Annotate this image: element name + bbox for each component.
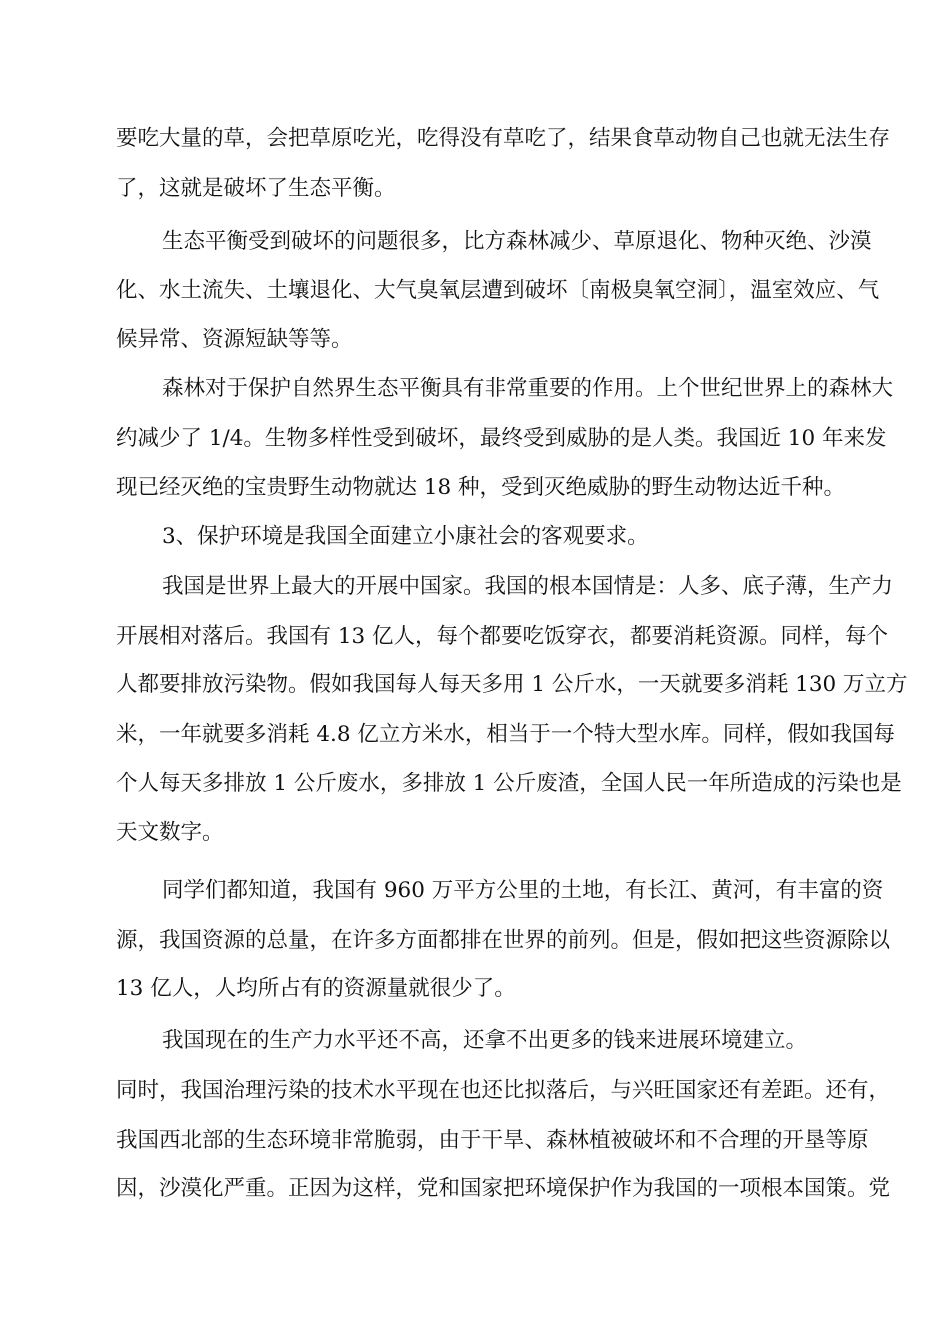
text-line: 源，我国资源的总量，在许多方面都排在世界的前列。但是，假如把这些资源除以: [116, 928, 891, 953]
text-line: 人都要排放污染物。假如我国每人每天多用 1 公斤水，一天就要多消耗 130 万立方: [116, 672, 908, 697]
text-line: 13 亿人，人均所占有的资源量就很少了。: [116, 976, 516, 1001]
text-line: 森林对于保护自然界生态平衡具有非常重要的作用。上个世纪世界上的森林大: [162, 376, 894, 401]
text-line: 了，这就是破坏了生态平衡。: [116, 176, 396, 201]
text-line: 约减少了 1/4。生物多样性受到破坏，最终受到威胁的是人类。我国近 10 年来发: [116, 426, 887, 451]
text-line: 同学们都知道，我国有 960 万平方公里的土地，有长江、黄河，有丰富的资: [162, 878, 884, 903]
text-line: 天文数字。: [116, 820, 224, 845]
text-line: 生态平衡受到破坏的问题很多，比方森林减少、草原退化、物种灭绝、沙漠: [162, 229, 872, 254]
text-line: 因，沙漠化严重。正因为这样，党和国家把环境保护作为我国的一项根本国策。党: [116, 1176, 891, 1201]
text-line: 现已经灭绝的宝贵野生动物就达 18 种，受到灭绝威胁的野生动物达近千种。: [116, 475, 846, 500]
text-line: 我国西北部的生态环境非常脆弱，由于干旱、森林植被破坏和不合理的开垦等原: [116, 1128, 869, 1153]
text-line: 个人每天多排放 1 公斤废水，多排放 1 公斤废渣，全国人民一年所造成的污染也是: [116, 771, 902, 796]
text-line: 同时，我国治理污染的技术水平现在也还比拟落后，与兴旺国家还有差距。还有，: [116, 1078, 891, 1103]
text-line: 化、水土流失、土壤退化、大气臭氧层遭到破坏〔南极臭氧空洞〕，温室效应、气: [116, 278, 880, 303]
text-line: 开展相对落后。我国有 13 亿人，每个都要吃饭穿衣，都要消耗资源。同样，每个: [116, 624, 889, 649]
text-line: 我国是世界上最大的开展中国家。我国的根本国情是：人多、底子薄，生产力: [162, 574, 894, 599]
text-line: 要吃大量的草，会把草原吃光，吃得没有草吃了，结果食草动物自己也就无法生存: [116, 126, 891, 151]
section-heading: 3、保护环境是我国全面建立小康社会的客观要求。: [162, 524, 649, 549]
text-line: 候异常、资源短缺等等。: [116, 327, 353, 352]
text-line: 我国现在的生产力水平还不高，还拿不出更多的钱来进展环境建立。: [162, 1028, 808, 1053]
text-line: 米，一年就要多消耗 4.8 亿立方米水，相当于一个特大型水库。同样，假如我国每: [116, 722, 895, 747]
